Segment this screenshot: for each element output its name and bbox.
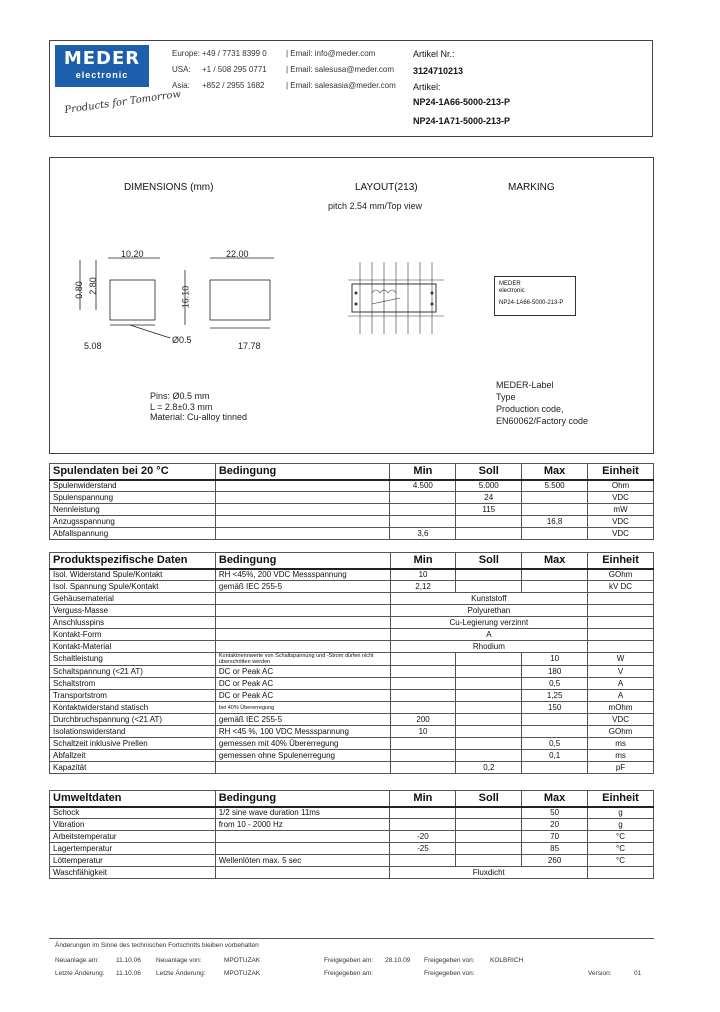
dimensions-title: DIMENSIONS (mm) xyxy=(124,182,214,193)
table-cell: W xyxy=(588,653,654,666)
dim-17-78: 17.78 xyxy=(238,341,261,351)
table-cell xyxy=(456,855,522,867)
table-cell: Abfallzeit xyxy=(50,750,216,762)
table-cell: 0,2 xyxy=(456,762,522,774)
artikel-1: NP24-1A66-5000-213-P xyxy=(413,97,511,107)
table-cell: Produktspezifische Daten xyxy=(50,553,216,569)
table-cell xyxy=(390,516,456,528)
table-row xyxy=(50,714,654,726)
table-cell xyxy=(456,714,522,726)
table-cell: kV DC xyxy=(588,581,654,593)
table-cell: Rhodium xyxy=(390,641,587,653)
table-cell: Löttemperatur xyxy=(50,855,216,867)
table-cell xyxy=(390,492,456,504)
aenderung-label: Letzte Änderung: xyxy=(55,970,105,977)
pins-line-3: Material: Cu-alloy tinned xyxy=(150,412,248,422)
freigabe-von: KOLBRICH xyxy=(490,957,524,964)
table-cell: Umweltdaten xyxy=(50,791,216,807)
table-cell: Durchbruchspannung (<21 AT) xyxy=(50,714,216,726)
table-cell: Kontakt-Form xyxy=(50,629,216,641)
table-row xyxy=(50,617,654,629)
table-cell xyxy=(215,492,390,504)
freigabe-von-label: Freigegeben von: xyxy=(424,957,475,964)
table-cell xyxy=(215,641,390,653)
table-row xyxy=(50,492,654,504)
table-cell xyxy=(215,629,390,641)
table-cell xyxy=(456,807,522,819)
table-cell xyxy=(588,641,654,653)
table-cell: Bedingung xyxy=(215,553,390,569)
table-cell: Bedingung xyxy=(215,464,390,480)
freigabe-am: 28.10.09 xyxy=(385,957,411,964)
table-cell xyxy=(522,528,588,540)
table-cell: Kontakt-Material xyxy=(50,641,216,653)
table-cell: Polyurethan xyxy=(390,605,587,617)
table-cell: Nennleistung xyxy=(50,504,216,516)
table-cell: Vibration xyxy=(50,819,216,831)
table-cell: Einheit xyxy=(588,464,654,480)
table-cell: Fluxdicht xyxy=(390,867,588,879)
table-cell: Isol. Spannung Spule/Kontakt xyxy=(50,581,216,593)
table-cell xyxy=(215,605,390,617)
table-row xyxy=(50,762,654,774)
meder-logo xyxy=(55,45,149,87)
table-cell: Spulenwiderstand xyxy=(50,480,216,492)
table-cell: Soll xyxy=(456,553,522,569)
table-cell xyxy=(522,714,588,726)
marking-title: MARKING xyxy=(508,182,555,193)
table-cell: Schaltspannung (<21 AT) xyxy=(50,666,216,678)
table-row xyxy=(50,653,654,666)
table-cell: RH <45 %, 100 VDC Messspannung xyxy=(215,726,390,738)
table-cell: -20 xyxy=(390,831,456,843)
artikel-nr: 3124710213 xyxy=(413,66,464,76)
layout-title: LAYOUT(213) xyxy=(355,182,418,193)
table-cell: 20 xyxy=(522,819,588,831)
table-cell xyxy=(456,690,522,702)
marking-legend-4: EN60062/Factory code xyxy=(496,416,589,426)
table-cell: Schaltleistung xyxy=(50,653,216,666)
table-cell: gemessen ohne Spulenerregung xyxy=(215,750,390,762)
table-row xyxy=(50,516,654,528)
table-cell xyxy=(390,855,456,867)
table-cell: Anzugsspannung xyxy=(50,516,216,528)
table-cell: 5.500 xyxy=(522,480,588,492)
product-data-table xyxy=(49,552,654,774)
table-cell: 70 xyxy=(522,831,588,843)
table-cell: Min xyxy=(390,464,456,480)
table-cell: Schaltzeit inklusive Prellen xyxy=(50,738,216,750)
table-cell: Isol. Widerstand Spule/Kontakt xyxy=(50,569,216,581)
table-cell: GOhm xyxy=(588,569,654,581)
table-row xyxy=(50,480,654,492)
table-cell xyxy=(456,653,522,666)
table-cell xyxy=(390,738,456,750)
dim-pin-diameter: Ø0.5 xyxy=(172,335,192,345)
table-cell: °C xyxy=(588,831,654,843)
table-row xyxy=(50,702,654,714)
table-cell: VDC xyxy=(588,492,654,504)
table-cell: 4.500 xyxy=(390,480,456,492)
table-row xyxy=(50,843,654,855)
marking-meder: MEDER xyxy=(499,281,521,287)
table-cell: pF xyxy=(588,762,654,774)
table-cell: Einheit xyxy=(588,791,654,807)
table-cell: gemessen mit 40% Übererregung xyxy=(215,738,390,750)
table-cell: mOhm xyxy=(588,702,654,714)
marking-legend xyxy=(496,379,588,427)
table-cell xyxy=(456,581,522,593)
neuanlage-date: 11.10.06 xyxy=(116,957,141,964)
freigabe2-am-label: Freigegeben am: xyxy=(324,970,374,977)
table-row xyxy=(50,750,654,762)
table-row xyxy=(50,504,654,516)
table-cell: 24 xyxy=(456,492,522,504)
dim-0-80: 0.80 xyxy=(73,281,84,299)
table-cell xyxy=(215,867,390,879)
table-cell: Waschfähigkeit xyxy=(50,867,216,879)
layout-subtitle: pitch 2.54 mm/Top view xyxy=(328,201,423,211)
table-cell: Min xyxy=(390,791,456,807)
table-cell: mW xyxy=(588,504,654,516)
table-cell xyxy=(456,750,522,762)
table-cell: 10 xyxy=(522,653,588,666)
table-cell: -25 xyxy=(390,843,456,855)
table-cell xyxy=(390,762,456,774)
table-cell: A xyxy=(588,678,654,690)
table-cell xyxy=(215,516,390,528)
marking-type: NP24-1A66-5000-213-P xyxy=(499,300,564,306)
table-cell: Schaltstrom xyxy=(50,678,216,690)
contact-asia: Asia: +852 / 2955 1682 | Email: salesasia@meder.com xyxy=(172,81,396,90)
table-cell: Cu-Legierung verzinnt xyxy=(390,617,587,629)
table-cell: bei 40% Übererregung xyxy=(215,702,390,714)
contact-europe: Europe: +49 / 7731 8399 0 | Email: info@meder.com xyxy=(172,49,376,58)
table-cell: VDC xyxy=(588,516,654,528)
table-cell: 10 xyxy=(390,569,456,581)
table-row xyxy=(50,581,654,593)
dim-5-08: 5.08 xyxy=(84,341,102,351)
table-cell xyxy=(456,528,522,540)
table-cell: Kapazität xyxy=(50,762,216,774)
table-row xyxy=(50,819,654,831)
table-cell: A xyxy=(588,690,654,702)
table-cell xyxy=(522,581,588,593)
table-cell: RH <45%, 200 VDC Messspannung xyxy=(215,569,390,581)
dim-2-80: 2.80 xyxy=(87,277,98,295)
table-cell: DC or Peak AC xyxy=(215,690,390,702)
table-cell: GOhm xyxy=(588,726,654,738)
neuanlage-von: MPOTUZAK xyxy=(224,957,261,964)
artikel-label: Artikel: xyxy=(413,82,441,92)
table-header xyxy=(50,553,654,569)
table-cell: 150 xyxy=(522,702,588,714)
table-header xyxy=(50,791,654,807)
neuanlage-von-label: Neuanlage von: xyxy=(156,957,202,964)
table-header xyxy=(50,464,654,480)
table-cell: V xyxy=(588,666,654,678)
table-cell: 0,1 xyxy=(522,750,588,762)
table-cell xyxy=(456,843,522,855)
table-cell: °C xyxy=(588,855,654,867)
table-cell xyxy=(588,867,654,879)
table-cell xyxy=(522,492,588,504)
table-cell: Kunststoff xyxy=(390,593,587,605)
table-cell: Arbeitstemperatur xyxy=(50,831,216,843)
table-cell: 50 xyxy=(522,807,588,819)
table-cell: 85 xyxy=(522,843,588,855)
table-cell xyxy=(390,819,456,831)
table-cell xyxy=(215,843,390,855)
table-cell xyxy=(456,726,522,738)
table-cell: Isolationswiderstand xyxy=(50,726,216,738)
table-cell: gemäß IEC 255-5 xyxy=(215,714,390,726)
table-cell xyxy=(215,480,390,492)
table-cell xyxy=(390,678,456,690)
table-cell: Kontaktwiderstand statisch xyxy=(50,702,216,714)
table-cell: 5.000 xyxy=(456,480,522,492)
logo-text: MEDER xyxy=(63,48,141,69)
version-value: 01 xyxy=(634,970,642,977)
version-label: Version: xyxy=(588,970,612,977)
table-cell: VDC xyxy=(588,714,654,726)
table-cell: Wellenlöten max. 5 sec xyxy=(215,855,390,867)
marking-legend-2: Type xyxy=(496,392,516,402)
table-cell: ms xyxy=(588,738,654,750)
table-cell xyxy=(456,569,522,581)
table-cell xyxy=(215,831,390,843)
table-cell: 2,12 xyxy=(390,581,456,593)
table-cell: Soll xyxy=(456,791,522,807)
table-cell: 16,8 xyxy=(522,516,588,528)
table-cell: 0,5 xyxy=(522,738,588,750)
table-cell: VDC xyxy=(588,528,654,540)
table-cell: 1/2 sine wave duration 11ms xyxy=(215,807,390,819)
layout-diagram xyxy=(348,262,444,334)
table-cell: DC or Peak AC xyxy=(215,666,390,678)
slogan: Products for Tomorrow xyxy=(63,88,182,117)
table-row xyxy=(50,807,654,819)
table-cell: Schock xyxy=(50,807,216,819)
aenderung-date: 11.10.06 xyxy=(116,970,141,977)
table-row xyxy=(50,690,654,702)
table-cell: 180 xyxy=(522,666,588,678)
dim-22-00: 22.00 xyxy=(226,249,249,259)
table-cell: Max xyxy=(522,791,588,807)
footer-note: Änderungen im Sinne des technischen Fortschritts bleiben vorbehalten xyxy=(55,942,259,949)
table-cell xyxy=(456,702,522,714)
table-cell: Min xyxy=(390,553,456,569)
table-cell xyxy=(522,569,588,581)
table-row xyxy=(50,528,654,540)
environment-data-table xyxy=(49,790,654,879)
table-cell: Lagertemperatur xyxy=(50,843,216,855)
table-cell xyxy=(456,819,522,831)
table-cell: Max xyxy=(522,464,588,480)
marking-electronic: electronic xyxy=(499,288,525,294)
table-cell xyxy=(456,666,522,678)
table-cell xyxy=(390,702,456,714)
table-row xyxy=(50,605,654,617)
dim-10-20: 10.20 xyxy=(121,249,144,259)
table-cell xyxy=(588,593,654,605)
logo-subtext: electronic xyxy=(75,70,129,80)
table-cell: 1,25 xyxy=(522,690,588,702)
table-row xyxy=(50,831,654,843)
marking-legend-3: Production code, xyxy=(496,404,564,414)
table-cell: ms xyxy=(588,750,654,762)
table-cell xyxy=(522,726,588,738)
table-cell xyxy=(215,593,390,605)
table-cell xyxy=(588,617,654,629)
table-cell xyxy=(522,504,588,516)
table-cell xyxy=(390,666,456,678)
marking-legend-1: MEDER-Label xyxy=(496,380,554,390)
table-cell xyxy=(588,629,654,641)
table-cell: Max xyxy=(522,553,588,569)
table-cell: DC or Peak AC xyxy=(215,678,390,690)
table-cell xyxy=(588,605,654,617)
table-row xyxy=(50,641,654,653)
freigabe2-von-label: Freigegeben von: xyxy=(424,970,475,977)
table-cell: 260 xyxy=(522,855,588,867)
table-cell: 200 xyxy=(390,714,456,726)
table-cell xyxy=(390,653,456,666)
table-cell: 3,6 xyxy=(390,528,456,540)
table-cell: from 10 - 2000 Hz xyxy=(215,819,390,831)
contact-usa: USA: +1 / 508 295 0771 | Email: salesusa@meder.com xyxy=(172,65,395,74)
table-cell: Ohm xyxy=(588,480,654,492)
marking-box xyxy=(494,276,576,316)
table-cell xyxy=(215,762,390,774)
table-row xyxy=(50,855,654,867)
table-cell xyxy=(215,504,390,516)
table-cell: g xyxy=(588,807,654,819)
aenderung-von: MPOTUZAK xyxy=(224,970,261,977)
table-cell xyxy=(390,690,456,702)
table-cell: Soll xyxy=(456,464,522,480)
table-row xyxy=(50,678,654,690)
neuanlage-label: Neuanlage am: xyxy=(55,957,100,964)
table-cell xyxy=(456,516,522,528)
freigabe-am-label: Freigegeben am: xyxy=(324,957,374,964)
table-cell: Spulenspannung xyxy=(50,492,216,504)
table-cell: Einheit xyxy=(588,553,654,569)
table-row xyxy=(50,666,654,678)
table-cell: Anschlusspins xyxy=(50,617,216,629)
table-cell: 10 xyxy=(390,726,456,738)
table-cell xyxy=(456,831,522,843)
table-cell: Spulendaten bei 20 °C xyxy=(50,464,216,480)
table-cell: Gehäusematerial xyxy=(50,593,216,605)
table-cell xyxy=(456,678,522,690)
dim-16-10: 16.10 xyxy=(180,285,191,309)
table-cell xyxy=(215,528,390,540)
table-cell: 115 xyxy=(456,504,522,516)
table-cell xyxy=(390,750,456,762)
table-cell xyxy=(215,617,390,629)
table-cell: A xyxy=(390,629,587,641)
footer-divider xyxy=(49,938,654,939)
table-cell: °C xyxy=(588,843,654,855)
table-cell: Abfallspannung xyxy=(50,528,216,540)
table-cell: gemäß IEC 255-5 xyxy=(215,581,390,593)
coil-data-table xyxy=(49,463,654,540)
aenderung-von-label: Letzte Änderung: xyxy=(156,970,206,977)
table-cell: 0,5 xyxy=(522,678,588,690)
table-row xyxy=(50,738,654,750)
table-cell: Transportstrom xyxy=(50,690,216,702)
table-cell xyxy=(390,807,456,819)
table-cell xyxy=(522,762,588,774)
table-cell: Bedingung xyxy=(215,791,390,807)
table-row xyxy=(50,593,654,605)
artikel-nr-label: Artikel Nr.: xyxy=(413,49,455,59)
pins-line-1: Pins: Ø0.5 mm xyxy=(150,391,210,401)
table-cell: g xyxy=(588,819,654,831)
table-cell xyxy=(456,738,522,750)
table-cell: Kontaktnennwerte von Schaltspannung und -Strom dürfen nicht überschritten werden xyxy=(215,653,390,666)
table-row xyxy=(50,629,654,641)
table-cell: Verguss-Masse xyxy=(50,605,216,617)
table-row xyxy=(50,867,654,879)
table-row xyxy=(50,726,654,738)
table-row xyxy=(50,569,654,581)
pins-line-2: L = 2.8±0.3 mm xyxy=(150,402,213,412)
artikel-2: NP24-1A71-5000-213-P xyxy=(413,116,511,126)
table-cell xyxy=(390,504,456,516)
